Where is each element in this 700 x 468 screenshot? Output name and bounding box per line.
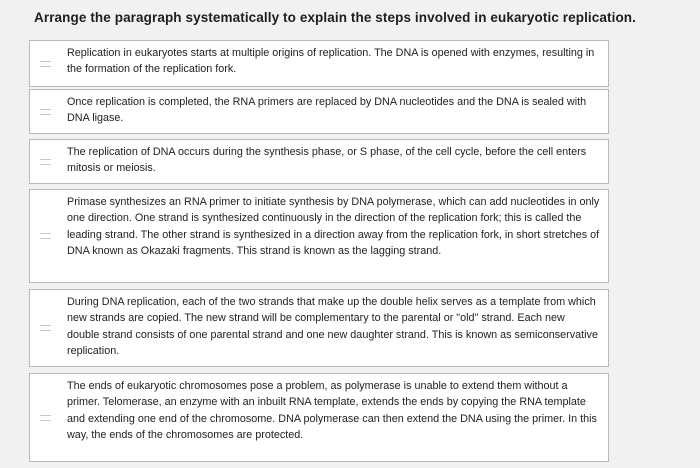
question-title: Arrange the paragraph systematically to explain the steps involved in eukaryotic replication. bbox=[34, 10, 636, 25]
drag-handle-icon[interactable] bbox=[30, 140, 60, 183]
list-item[interactable] bbox=[29, 89, 609, 134]
list-item[interactable] bbox=[29, 189, 609, 283]
list-item[interactable] bbox=[29, 373, 609, 462]
drag-handle-icon[interactable] bbox=[30, 190, 60, 282]
list-item-text: The replication of DNA occurs during the synthesis phase, or S phase, of the cell cycle, before the cell enters mitosis or meiosis. bbox=[67, 146, 587, 175]
drag-handle-icon[interactable] bbox=[30, 90, 60, 133]
list-item[interactable] bbox=[29, 139, 609, 184]
list-item-text: Once replication is completed, the RNA primers are replaced by DNA nucleotides and the DNA is sealed with DNA ligase. bbox=[67, 96, 587, 125]
list-item-text: Replication in eukaryotes starts at multiple origins of replication. The DNA is opened with enzymes, resulting in the formation of the replication fork. bbox=[67, 47, 595, 76]
list-item[interactable] bbox=[29, 40, 609, 87]
drag-handle-icon[interactable] bbox=[30, 41, 60, 86]
list-item-text: Primase synthesizes an RNA primer to initiate synthesis by DNA polymerase, which can add nucleotides in only one direction. One strand is synthesized continuously in the direction of the replication fork; this is called the leading strand. The other strand is synthesized in a direction away from the replication fork, in short stretches of DNA known as Okazaki fragments. This strand is known as the lagging strand. bbox=[67, 196, 600, 258]
list-item-text: During DNA replication, each of the two strands that make up the double helix serves as a template from which new strands are copied. The new strand will be complementary to the parental or "old" strand. Each new double strand consists of one parental strand and one new daughter strand. This is known as semiconservative replication. bbox=[67, 296, 598, 358]
drag-handle-icon[interactable] bbox=[30, 374, 60, 461]
drag-handle-icon[interactable] bbox=[30, 290, 60, 366]
list-item[interactable] bbox=[29, 289, 609, 367]
list-item-text: The ends of eukaryotic chromosomes pose a problem, as polymerase is unable to extend them without a primer. Telomerase, an enzyme with an inbuilt RNA template, extends the ends by copying the RNA template and extending one end of the chromosome. DNA polymerase can then extend the DNA using the primer. In this way, the ends of the chromosomes are protected. bbox=[67, 380, 597, 442]
